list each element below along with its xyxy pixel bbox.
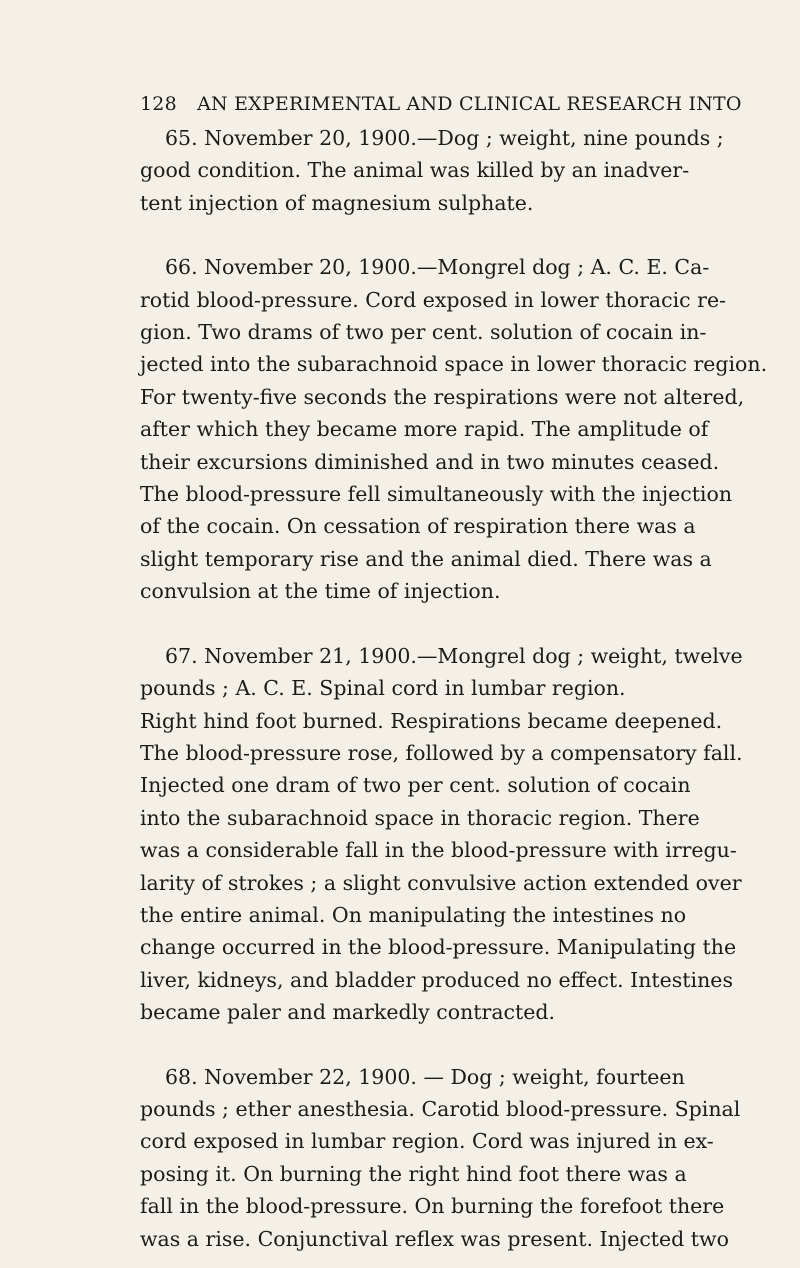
text-line: pounds ; ether anesthesia. Carotid blood-pressure. Spinal (140, 1096, 741, 1121)
text-line: their excursions diminished and in two minutes ceased. (140, 449, 720, 474)
text-line: posing it. On burning the right hind foot there was a (140, 1161, 687, 1186)
running-header (140, 93, 742, 115)
text-line: 66. November 20, 1900.—Mongrel dog ; A. C. E. Ca- (165, 255, 710, 280)
case-entry-65 (140, 122, 724, 219)
text-line: For twenty-five seconds the respirations were not altered, (140, 384, 745, 409)
page-number: 128 (140, 93, 177, 115)
case-entry-66 (140, 251, 768, 607)
text-line: 65. November 20, 1900.—Dog ; weight, nine pounds ; (165, 126, 724, 150)
text-line: into the subarachnoid space in thoracic region. There (140, 805, 700, 830)
text-line: of the cocain. On cessation of respiration there was a (140, 514, 696, 539)
text-line: the entire animal. On manipulating the intestines no (140, 902, 687, 927)
text-line: Injected one dram of two per cent. solution of cocain (140, 773, 691, 798)
text-line: jected into the subarachnoid space in lower thoracic region. (140, 352, 768, 377)
text-line: pounds ; A. C. E. Spinal cord in lumbar region. (140, 676, 626, 701)
text-line: 68. November 22, 1900. — Dog ; weight, fourteen (165, 1064, 685, 1089)
text-line: tent injection of magnesium sulphate. (140, 190, 534, 215)
text-line: gion. Two drams of two per cent. solution of cocain in- (140, 320, 707, 345)
text-line: was a considerable fall in the blood-pressure with irregu- (140, 838, 737, 863)
text-line: rotid blood-pressure. Cord exposed in lower thoracic re- (140, 287, 727, 312)
running-title: AN EXPERIMENTAL AND CLINICAL RESEARCH INTO (197, 93, 742, 115)
text-line: fall in the blood-pressure. On burning the forefoot there (140, 1194, 725, 1219)
text-line: convulsion at the time of injection. (140, 579, 501, 604)
text-line: The blood-pressure rose, followed by a compensatory fall. (140, 740, 743, 765)
text-line: larity of strokes ; a slight convulsive action extended over (140, 870, 742, 895)
text-line: liver, kidneys, and bladder produced no effect. Intestines (140, 967, 733, 992)
text-line: cord exposed in lumbar region. Cord was injured in ex- (140, 1129, 714, 1154)
text-line: 67. November 21, 1900.—Mongrel dog ; weight, twelve (165, 643, 743, 668)
text-line: change occurred in the blood-pressure. Manipulating the (140, 935, 737, 960)
text-line: Right hind foot burned. Respirations became deepened. (140, 708, 723, 733)
page-content (140, 122, 768, 1255)
text-line: after which they became more rapid. The amplitude of (140, 417, 709, 442)
text-line: The blood-pressure fell simultaneously with the injection (140, 482, 733, 507)
text-line: good condition. The animal was killed by an inadver- (140, 158, 690, 183)
case-entry-67 (140, 640, 743, 1029)
text-line: was a rise. Conjunctival reflex was present. Injected two (140, 1226, 729, 1251)
case-entry-68 (140, 1061, 741, 1255)
text-line: became paler and markedly contracted. (140, 1000, 556, 1025)
text-line: slight temporary rise and the animal died. There was a (140, 546, 712, 571)
